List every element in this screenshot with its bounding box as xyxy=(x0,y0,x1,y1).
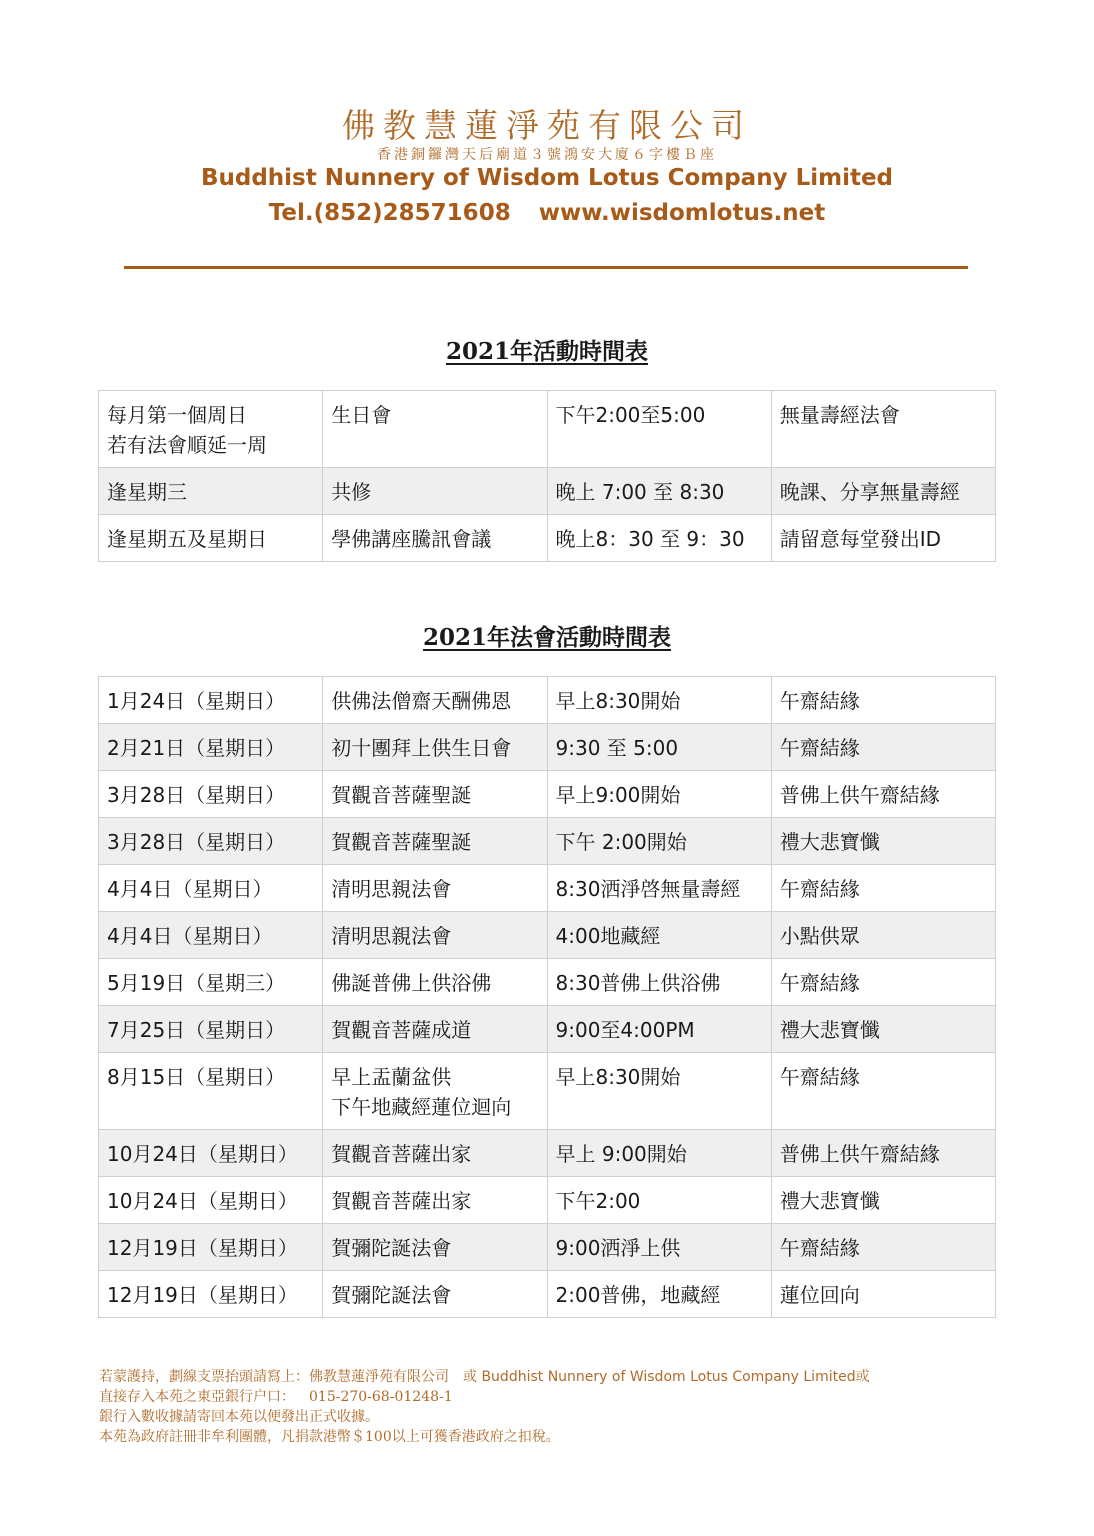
table-cell: 賀觀音菩薩出家 xyxy=(323,1177,547,1224)
company-name-english: Buddhist Nunnery of Wisdom Lotus Company Limited xyxy=(200,165,894,191)
table-row xyxy=(99,515,996,562)
table-cell: 1月24日（星期日） xyxy=(99,677,323,724)
table-cell: 清明思親法會 xyxy=(323,912,547,959)
table-cell: 生日會 xyxy=(323,391,547,468)
table-cell: 禮大悲寶懺 xyxy=(771,1006,995,1053)
table-cell: 9:00至4:00PM xyxy=(547,1006,771,1053)
cheque-payee-english: Buddhist Nunnery of Wisdom Lotus Company Limited或 xyxy=(477,1369,870,1385)
table-row xyxy=(99,1224,996,1271)
table-cell: 普佛上供午齋結緣 xyxy=(771,1130,995,1177)
table-cell: 3月28日（星期日） xyxy=(99,818,323,865)
table-cell: 禮大悲寶懺 xyxy=(771,818,995,865)
table-cell: 早上9:00開始 xyxy=(547,771,771,818)
header-divider xyxy=(124,266,968,269)
table-cell: 10月24日（星期日） xyxy=(99,1177,323,1224)
table-cell: 賀彌陀誕法會 xyxy=(323,1271,547,1318)
table-cell: 3月28日（星期日） xyxy=(99,771,323,818)
donation-notice xyxy=(99,1367,999,1447)
table-cell: 7月25日（星期日） xyxy=(99,1006,323,1053)
table-cell: 午齋結緣 xyxy=(771,959,995,1006)
table-cell: 下午 2:00開始 xyxy=(547,818,771,865)
ceremonies-title: 2021年法會活動時間表 xyxy=(422,624,671,651)
table-row xyxy=(99,959,996,1006)
table-cell: 賀觀音菩薩聖誕 xyxy=(323,818,547,865)
footer-line-3: 銀行入數收據請寄回本苑以便發出正式收據。 xyxy=(99,1409,379,1425)
table-row xyxy=(99,1271,996,1318)
table-cell: 每月第一個周日 若有法會順延一周 xyxy=(99,391,323,468)
table-cell: 4:00地藏經 xyxy=(547,912,771,959)
table-cell: 午齋結緣 xyxy=(771,677,995,724)
bank-account-label: 直接存入本苑之東亞銀行户口： xyxy=(99,1389,295,1405)
table-cell: 供佛法僧齋天酬佛恩 xyxy=(323,677,547,724)
table-cell: 初十團拜上供生日會 xyxy=(323,724,547,771)
table-cell: 請留意每堂發出ID xyxy=(771,515,995,562)
company-name-chinese: 佛教慧蓮淨苑有限公司 xyxy=(342,106,752,145)
table-row xyxy=(99,818,996,865)
cheque-instruction: 若蒙護持，劃線支票抬頭請寫上：佛教慧蓮淨苑有限公司 或 xyxy=(99,1369,477,1385)
table-row xyxy=(99,865,996,912)
table-cell: 8:30普佛上供浴佛 xyxy=(547,959,771,1006)
table-cell: 早上 9:00開始 xyxy=(547,1130,771,1177)
table-cell: 2月21日（星期日） xyxy=(99,724,323,771)
table-row xyxy=(99,912,996,959)
table-cell: 晚上 7:00 至 8:30 xyxy=(547,468,771,515)
table-cell: 12月19日（星期日） xyxy=(99,1271,323,1318)
footer-line-2 xyxy=(99,1387,999,1407)
table-row xyxy=(99,468,996,515)
table-cell: 晚上8：30 至 9：30 xyxy=(547,515,771,562)
table-cell: 早上盂蘭盆供 下午地藏經蓮位迴向 xyxy=(323,1053,547,1130)
table-cell: 蓮位回向 xyxy=(771,1271,995,1318)
table-cell: 賀觀音菩薩出家 xyxy=(323,1130,547,1177)
table-cell: 8:30洒淨啓無量壽經 xyxy=(547,865,771,912)
table-row xyxy=(99,724,996,771)
table-row xyxy=(99,771,996,818)
table-cell: 8月15日（星期日） xyxy=(99,1053,323,1130)
table-cell: 賀彌陀誕法會 xyxy=(323,1224,547,1271)
activities-table xyxy=(98,390,996,562)
table-cell: 2:00普佛，地藏經 xyxy=(547,1271,771,1318)
footer-line-1 xyxy=(99,1367,999,1387)
table-cell: 下午2:00至5:00 xyxy=(547,391,771,468)
table-cell: 早上8:30開始 xyxy=(547,677,771,724)
table-row xyxy=(99,1130,996,1177)
bank-account-number: 015-270-68-01248-1 xyxy=(309,1389,453,1405)
ceremonies-table xyxy=(98,676,996,1318)
telephone: Tel.(852)28571608 xyxy=(268,200,511,226)
footer-line-4: 本苑為政府註冊非牟利團體，凡捐款港幣＄100以上可獲香港政府之扣稅。 xyxy=(99,1429,560,1445)
table-cell: 逢星期五及星期日 xyxy=(99,515,323,562)
table-cell: 賀觀音菩薩成道 xyxy=(323,1006,547,1053)
table-cell: 5月19日（星期三） xyxy=(99,959,323,1006)
table-cell: 小點供眾 xyxy=(771,912,995,959)
table-cell: 4月4日（星期日） xyxy=(99,865,323,912)
table-cell: 午齋結緣 xyxy=(771,724,995,771)
table-cell: 9:00洒淨上供 xyxy=(547,1224,771,1271)
table-cell: 下午2:00 xyxy=(547,1177,771,1224)
table-cell: 9:30 至 5:00 xyxy=(547,724,771,771)
table-cell: 禮大悲寶懺 xyxy=(771,1177,995,1224)
website-link[interactable]: www.wisdomlotus.net xyxy=(538,200,826,226)
table-row xyxy=(99,677,996,724)
table-cell: 逢星期三 xyxy=(99,468,323,515)
table-cell: 12月19日（星期日） xyxy=(99,1224,323,1271)
table-cell: 賀觀音菩薩聖誕 xyxy=(323,771,547,818)
table-cell: 4月4日（星期日） xyxy=(99,912,323,959)
table-cell: 午齋結緣 xyxy=(771,1224,995,1271)
table-cell: 早上8:30開始 xyxy=(547,1053,771,1130)
table-cell: 午齋結緣 xyxy=(771,1053,995,1130)
activities-title: 2021年活動時間表 xyxy=(445,338,648,365)
table-cell: 普佛上供午齋結緣 xyxy=(771,771,995,818)
table-row xyxy=(99,1053,996,1130)
table-row xyxy=(99,391,996,468)
table-cell: 無量壽經法會 xyxy=(771,391,995,468)
table-cell: 午齋結緣 xyxy=(771,865,995,912)
table-cell: 清明思親法會 xyxy=(323,865,547,912)
company-address: 香港銅鑼灣天后廟道３號鴻安大廈６字樓Ｂ座 xyxy=(377,147,717,163)
table-row xyxy=(99,1006,996,1053)
contact-line xyxy=(0,200,1094,226)
table-cell: 佛誕普佛上供浴佛 xyxy=(323,959,547,1006)
table-cell: 10月24日（星期日） xyxy=(99,1130,323,1177)
table-cell: 晚課、分享無量壽經 xyxy=(771,468,995,515)
table-cell: 共修 xyxy=(323,468,547,515)
table-row xyxy=(99,1177,996,1224)
table-cell: 學佛講座騰訊會議 xyxy=(323,515,547,562)
